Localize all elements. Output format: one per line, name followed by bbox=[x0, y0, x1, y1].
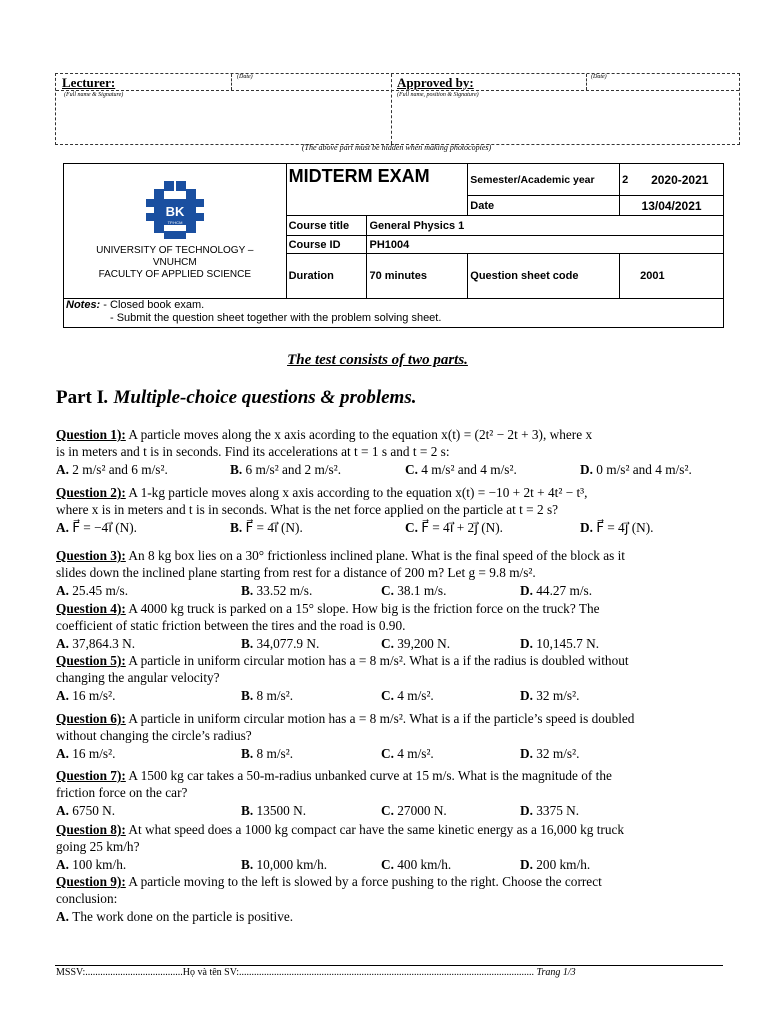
option-b[interactable] bbox=[241, 635, 319, 652]
option-b[interactable] bbox=[230, 461, 341, 478]
option-letter: B. bbox=[241, 746, 257, 761]
question-line-2: conclusion: bbox=[56, 891, 118, 906]
question-label: Question 2): bbox=[56, 485, 126, 500]
option-a[interactable] bbox=[56, 745, 115, 762]
option-letter: D. bbox=[520, 688, 537, 703]
option-text: 6 m/s² and 2 m/s². bbox=[245, 462, 342, 477]
question-label: Question 1): bbox=[56, 427, 126, 442]
question-text: At what speed does a 1000 kg compact car have the same kinetic energy as a 16,000 kg truck bbox=[125, 822, 625, 837]
option-text: 4 m/s². bbox=[397, 688, 434, 703]
date-label: Date bbox=[468, 196, 620, 216]
option-b[interactable] bbox=[230, 519, 303, 536]
option-text: 400 km/h. bbox=[397, 857, 452, 872]
option-text: 6750 N. bbox=[72, 803, 116, 818]
option-letter: A. bbox=[56, 688, 73, 703]
svg-text:TP.HCM: TP.HCM bbox=[167, 220, 183, 225]
bk-logo bbox=[146, 181, 204, 239]
question-text: A 1-kg particle moves along x axis according to the equation x(t) = −10 + 2t + 4t² − t³, bbox=[125, 485, 588, 500]
option-c[interactable] bbox=[381, 635, 450, 652]
question-text: A particle moving to the left is slowed by a force pushing to the right. Choose the correct bbox=[125, 874, 602, 889]
option-d[interactable] bbox=[580, 519, 654, 536]
option-letter: B. bbox=[230, 520, 246, 535]
option-text: 39,200 N. bbox=[397, 636, 451, 651]
option-text: 32 m/s². bbox=[536, 746, 580, 761]
option-text: 4 m/s². bbox=[397, 746, 434, 761]
approver-signature-hint: (Full name, position & Signature) bbox=[397, 92, 479, 98]
option-d[interactable] bbox=[520, 802, 579, 819]
option-letter: C. bbox=[381, 857, 398, 872]
option-d[interactable] bbox=[520, 582, 592, 599]
question-sheet-value: 2001 bbox=[620, 254, 724, 299]
option-letter: A. bbox=[56, 636, 73, 651]
option-c[interactable] bbox=[405, 519, 503, 536]
intro-text: The test consists of two parts. bbox=[287, 352, 468, 368]
part1-heading bbox=[56, 387, 416, 409]
student-name-field: Họ và tên SV:...................................................................................................................... bbox=[182, 967, 534, 978]
option-letter: B. bbox=[241, 636, 257, 651]
approved-label: Approved by: bbox=[397, 75, 474, 90]
option-text: 38.1 m/s. bbox=[397, 583, 447, 598]
option-letter: D. bbox=[520, 857, 537, 872]
question-text: A particle moves along the x axis acording to the equation x(t) = (2t² − 2t + 3), where x bbox=[125, 427, 593, 442]
svg-text:BK: BK bbox=[165, 204, 185, 219]
option-d[interactable] bbox=[520, 687, 579, 704]
option-c[interactable] bbox=[381, 582, 446, 599]
question-label: Question 8): bbox=[56, 822, 126, 837]
option-text: 10,145.7 N. bbox=[536, 636, 600, 651]
option-text: 200 km/h. bbox=[536, 857, 591, 872]
option-a[interactable] bbox=[56, 687, 115, 704]
question-label: Question 7): bbox=[56, 768, 126, 783]
date-label-2: (Date) bbox=[591, 74, 607, 80]
course-id-label: Course ID bbox=[286, 236, 367, 254]
option-text: 27000 N. bbox=[397, 803, 447, 818]
signature-area bbox=[55, 73, 740, 145]
option-c[interactable] bbox=[381, 687, 434, 704]
semester-value: 2 bbox=[620, 164, 649, 196]
option-a[interactable] bbox=[56, 908, 293, 925]
footer bbox=[56, 967, 576, 978]
option-letter: B. bbox=[241, 857, 257, 872]
option-letter: C. bbox=[381, 803, 398, 818]
course-title-label: Course title bbox=[286, 216, 367, 236]
option-letter: C. bbox=[381, 688, 398, 703]
option-letter: A. bbox=[56, 746, 73, 761]
option-text: 34,077.9 N. bbox=[256, 636, 320, 651]
question-line-1 bbox=[56, 821, 726, 838]
question-line-2: coefficient of static friction between the tires and the road is 0.90. bbox=[56, 618, 406, 633]
option-c[interactable] bbox=[381, 745, 434, 762]
option-letter: D. bbox=[520, 746, 537, 761]
option-letter: B. bbox=[241, 583, 257, 598]
option-d[interactable] bbox=[520, 745, 579, 762]
question-line-1 bbox=[56, 600, 726, 617]
lecturer-label: Lecturer: bbox=[62, 75, 116, 90]
option-b[interactable] bbox=[241, 687, 293, 704]
option-d[interactable] bbox=[580, 461, 692, 478]
notes-cell bbox=[64, 299, 724, 328]
question-text: A 1500 kg car takes a 50-m-radius unbanked curve at 15 m/s. What is the magnitude of the bbox=[125, 768, 612, 783]
question-line-1 bbox=[56, 710, 726, 727]
question-line-2: changing the angular velocity? bbox=[56, 670, 220, 685]
question-label: Question 3): bbox=[56, 548, 126, 563]
option-text: 8 m/s². bbox=[256, 688, 294, 703]
question-line-1 bbox=[56, 426, 726, 443]
note-submit: - Submit the question sheet together with the problem solving sheet. bbox=[110, 312, 442, 324]
student-id-field: MSSV:....................................... bbox=[56, 967, 183, 978]
notes-label: Notes: bbox=[66, 299, 101, 311]
option-letter: C. bbox=[381, 636, 398, 651]
duration-label: Duration bbox=[286, 254, 367, 299]
option-b[interactable] bbox=[241, 802, 306, 819]
date-value: 13/04/2021 bbox=[620, 196, 724, 216]
question-text: An 8 kg box lies on a 30° frictionless inclined plane. What is the final speed of the block as it bbox=[125, 548, 625, 563]
option-text: 0 m/s² and 4 m/s². bbox=[596, 462, 692, 477]
question-label: Question 5): bbox=[56, 653, 126, 668]
option-letter: A. bbox=[56, 803, 73, 818]
question-line-2: is in meters and t is in seconds. Find its accelerations at t = 1 s and t = 2 s: bbox=[56, 444, 450, 459]
question-label: Question 4): bbox=[56, 601, 126, 616]
option-a[interactable] bbox=[56, 582, 128, 599]
option-letter: D. bbox=[520, 636, 537, 651]
date-label-1: (Date) bbox=[237, 74, 253, 80]
option-text: 44.27 m/s. bbox=[536, 583, 593, 598]
option-letter: A. bbox=[56, 520, 73, 535]
semester-label: Semester/Academic year bbox=[468, 164, 620, 196]
option-c[interactable] bbox=[381, 856, 451, 873]
option-a[interactable] bbox=[56, 519, 137, 536]
option-letter: A. bbox=[56, 909, 73, 924]
question-sheet-label: Question sheet code bbox=[468, 254, 620, 299]
question-label: Question 9): bbox=[56, 874, 126, 889]
lecturer-signature-hint: (Full name & Signature) bbox=[64, 92, 124, 98]
question-text: A particle in uniform circular motion has a = 8 m/s². What is a if the particle’s speed is doubled bbox=[125, 711, 635, 726]
bk-logo-icon bbox=[146, 181, 204, 239]
option-letter: C. bbox=[381, 746, 398, 761]
option-text: F⃗ = 4i⃗ + 2j⃗ (N). bbox=[421, 520, 504, 535]
option-c[interactable] bbox=[381, 802, 447, 819]
option-text: 100 km/h. bbox=[72, 857, 127, 872]
option-text: F⃗ = −4i⃗ (N). bbox=[72, 520, 138, 535]
option-c[interactable] bbox=[405, 461, 517, 478]
duration-value: 70 minutes bbox=[367, 254, 468, 299]
academic-year-value: 2020-2021 bbox=[649, 164, 723, 196]
note-closed-book: - Closed book exam. bbox=[100, 299, 205, 311]
question-text: A particle in uniform circular motion has a = 8 m/s². What is a if the radius is doubled without bbox=[125, 653, 629, 668]
question-line-1 bbox=[56, 767, 726, 784]
course-title-value: General Physics 1 bbox=[367, 216, 724, 236]
question-line-2: without changing the circle’s radius? bbox=[56, 728, 252, 743]
option-b[interactable] bbox=[241, 745, 293, 762]
question-line-2: friction force on the car? bbox=[56, 785, 188, 800]
question-line-1 bbox=[56, 547, 726, 564]
option-letter: B. bbox=[241, 688, 257, 703]
question-line-2: going 25 km/h? bbox=[56, 839, 140, 854]
option-a[interactable] bbox=[56, 461, 168, 478]
option-text: 25.45 m/s. bbox=[72, 583, 129, 598]
option-text: F⃗ = 4j⃗ (N). bbox=[596, 520, 654, 535]
footer-line bbox=[55, 965, 723, 966]
question-line-1 bbox=[56, 484, 726, 501]
option-letter: D. bbox=[520, 803, 537, 818]
option-letter: C. bbox=[405, 520, 422, 535]
option-text: 3375 N. bbox=[536, 803, 580, 818]
option-text: 2 m/s² and 6 m/s². bbox=[72, 462, 168, 477]
option-d[interactable] bbox=[520, 856, 590, 873]
option-letter: D. bbox=[520, 583, 537, 598]
option-b[interactable] bbox=[241, 856, 327, 873]
option-letter: A. bbox=[56, 857, 73, 872]
option-a[interactable] bbox=[56, 635, 135, 652]
question-line-1 bbox=[56, 873, 726, 890]
part1-title: . Multiple-choice questions & problems. bbox=[104, 387, 417, 408]
option-a[interactable] bbox=[56, 856, 126, 873]
option-letter: C. bbox=[405, 462, 422, 477]
option-letter: B. bbox=[230, 462, 246, 477]
option-text: 33.52 m/s. bbox=[256, 583, 313, 598]
option-text: 32 m/s². bbox=[536, 688, 580, 703]
option-text: 37,864.3 N. bbox=[72, 636, 136, 651]
question-line-1 bbox=[56, 652, 726, 669]
option-text: F⃗ = 4i⃗ (N). bbox=[245, 520, 303, 535]
option-letter: B. bbox=[241, 803, 257, 818]
option-text: 16 m/s². bbox=[72, 688, 116, 703]
question-label: Question 6): bbox=[56, 711, 126, 726]
option-text: 16 m/s². bbox=[72, 746, 116, 761]
part1-label: Part I bbox=[56, 387, 105, 408]
option-letter: A. bbox=[56, 462, 73, 477]
option-letter: A. bbox=[56, 583, 73, 598]
university-cell bbox=[64, 164, 287, 299]
exam-title: MIDTERM EXAM bbox=[286, 164, 468, 216]
option-text: The work done on the particle is positive. bbox=[72, 909, 294, 924]
question-text: A 4000 kg truck is parked on a 15° slope. How big is the friction force on the truck? The bbox=[125, 601, 600, 616]
option-text: 8 m/s². bbox=[256, 746, 294, 761]
option-d[interactable] bbox=[520, 635, 599, 652]
option-letter: D. bbox=[580, 520, 597, 535]
option-letter: D. bbox=[580, 462, 597, 477]
option-text: 10,000 km/h. bbox=[256, 857, 328, 872]
question-line-2: where x is in meters and t is in seconds. What is the net force applied on the particle at t = 2 s? bbox=[56, 502, 559, 517]
university-name: UNIVERSITY OF TECHNOLOGY – VNUHCM bbox=[96, 245, 254, 268]
option-text: 13500 N. bbox=[256, 803, 307, 818]
exam-header-table bbox=[63, 163, 724, 328]
option-letter: C. bbox=[381, 583, 398, 598]
option-b[interactable] bbox=[241, 582, 312, 599]
hidden-note: (The above part must be hidden when making photocopies) bbox=[301, 143, 492, 152]
option-text: 4 m/s² and 4 m/s². bbox=[421, 462, 517, 477]
faculty-name: FACULTY OF APPLIED SCIENCE bbox=[98, 269, 252, 280]
course-id-value: PH1004 bbox=[367, 236, 724, 254]
option-a[interactable] bbox=[56, 802, 115, 819]
page-number: Trang 1/3 bbox=[536, 967, 576, 978]
question-line-2: slides down the inclined plane starting from rest for a distance of 200 m? Let g = 9.8 m/s². bbox=[56, 565, 536, 580]
